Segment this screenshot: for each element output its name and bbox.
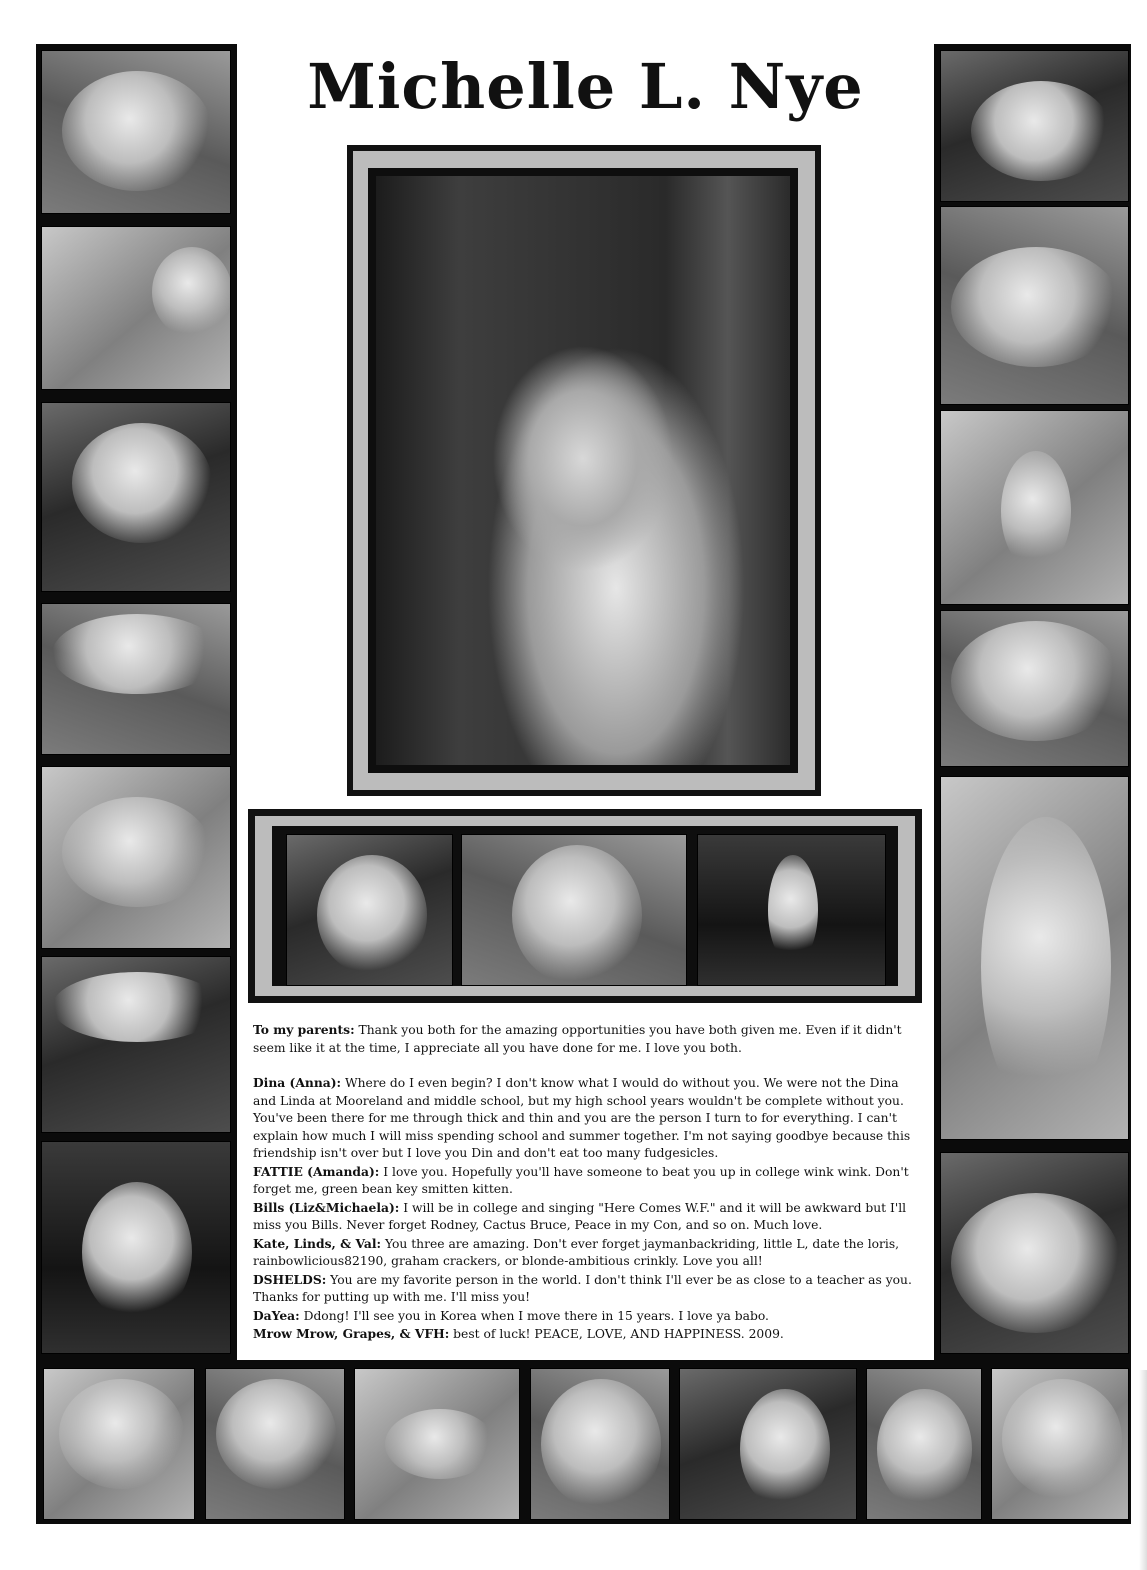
message-mrow-grapes-vfh: Mrow Mrow, Grapes, & VFH: best of luck! PEACE, LOVE, AND HAPPINESS. 2009. xyxy=(253,1326,784,1341)
collage-photo-left-5 xyxy=(41,766,231,949)
strip-photo-child xyxy=(286,834,453,986)
senior-portrait-photo xyxy=(376,176,790,765)
message-kate-linds-val: Kate, Linds, & Val: You three are amazing. Don't ever forget jaymanbackriding, little L, date the loris, rainbowlicious82190, graham crackers, or blonde-ambitious crinkly. Love you all! xyxy=(253,1235,900,1268)
collage-photo-bottom-5 xyxy=(679,1368,857,1520)
collage-photo-right-4 xyxy=(940,610,1129,767)
collage-photo-right-5 xyxy=(940,776,1129,1140)
message-dayea: DaYea: Ddong! I'll see you in Korea when I move there in 15 years. I love ya babo. xyxy=(253,1307,769,1323)
collage-photo-bottom-2 xyxy=(205,1368,345,1520)
collage-photo-left-4 xyxy=(41,603,231,755)
collage-photo-left-6 xyxy=(41,956,231,1133)
message-dina: Dina (Anna): Where do I even begin? I don't know what I would do without you. We were not the Dina and Linda at Mooreland and middle school, but my high school years wouldn't be complete without you. You've been there for me through thick and thin and you are the person I turn to for everything. I can't explain how much I will miss spending school and summer together. I'm not saying goodbye because this friendship isn't over but I love you Din and don't eat too many fudgesicles. xyxy=(253,1075,911,1160)
collage-photo-bottom-4 xyxy=(530,1368,670,1520)
collage-photo-right-2 xyxy=(940,206,1129,405)
collage-photo-left-1 xyxy=(41,50,231,214)
collage-photo-bottom-1 xyxy=(43,1368,195,1520)
collage-photo-left-3 xyxy=(41,402,231,592)
collage-photo-bottom-3 xyxy=(354,1368,520,1520)
collage-photo-right-6 xyxy=(940,1152,1129,1354)
strip-photo-smiling xyxy=(461,834,687,986)
collage-photo-bottom-7 xyxy=(991,1368,1129,1520)
message-bills: Bills (Liz&Michaela): I will be in college and singing "Here Comes W.F." and it will be awkward but I'll miss you Bills. Never forget Rodney, Cactus Bruce, Peace in my Con, and so on. Much love. xyxy=(253,1199,907,1232)
strip-photo-toddler xyxy=(697,834,886,986)
student-name-title: Michelle L. Nye xyxy=(307,50,864,123)
collage-photo-left-2 xyxy=(41,226,231,390)
page-edge-tear xyxy=(1139,1370,1147,1570)
senior-messages xyxy=(253,1021,925,1344)
message-dshelds: DSHELDS: You are my favorite person in the world. I don't think I'll ever be as close to a teacher as you. Thanks for putting up with me. I'll miss you! xyxy=(253,1271,912,1304)
collage-photo-right-1 xyxy=(940,50,1129,202)
collage-photo-bottom-6 xyxy=(866,1368,982,1520)
collage-photo-right-3 xyxy=(940,410,1129,605)
message-parents: To my parents: Thank you both for the amazing opportunities you have both given me. Even if it didn't seem like it at the time, I appreciate all you have done for me. I love you both. xyxy=(253,1022,902,1055)
collage-photo-left-7 xyxy=(41,1141,231,1354)
message-fattie: FATTIE (Amanda): I love you. Hopefully you'll have someone to beat you up in college wink wink. Don't forget me, green bean key smitten kitten. xyxy=(253,1163,909,1196)
